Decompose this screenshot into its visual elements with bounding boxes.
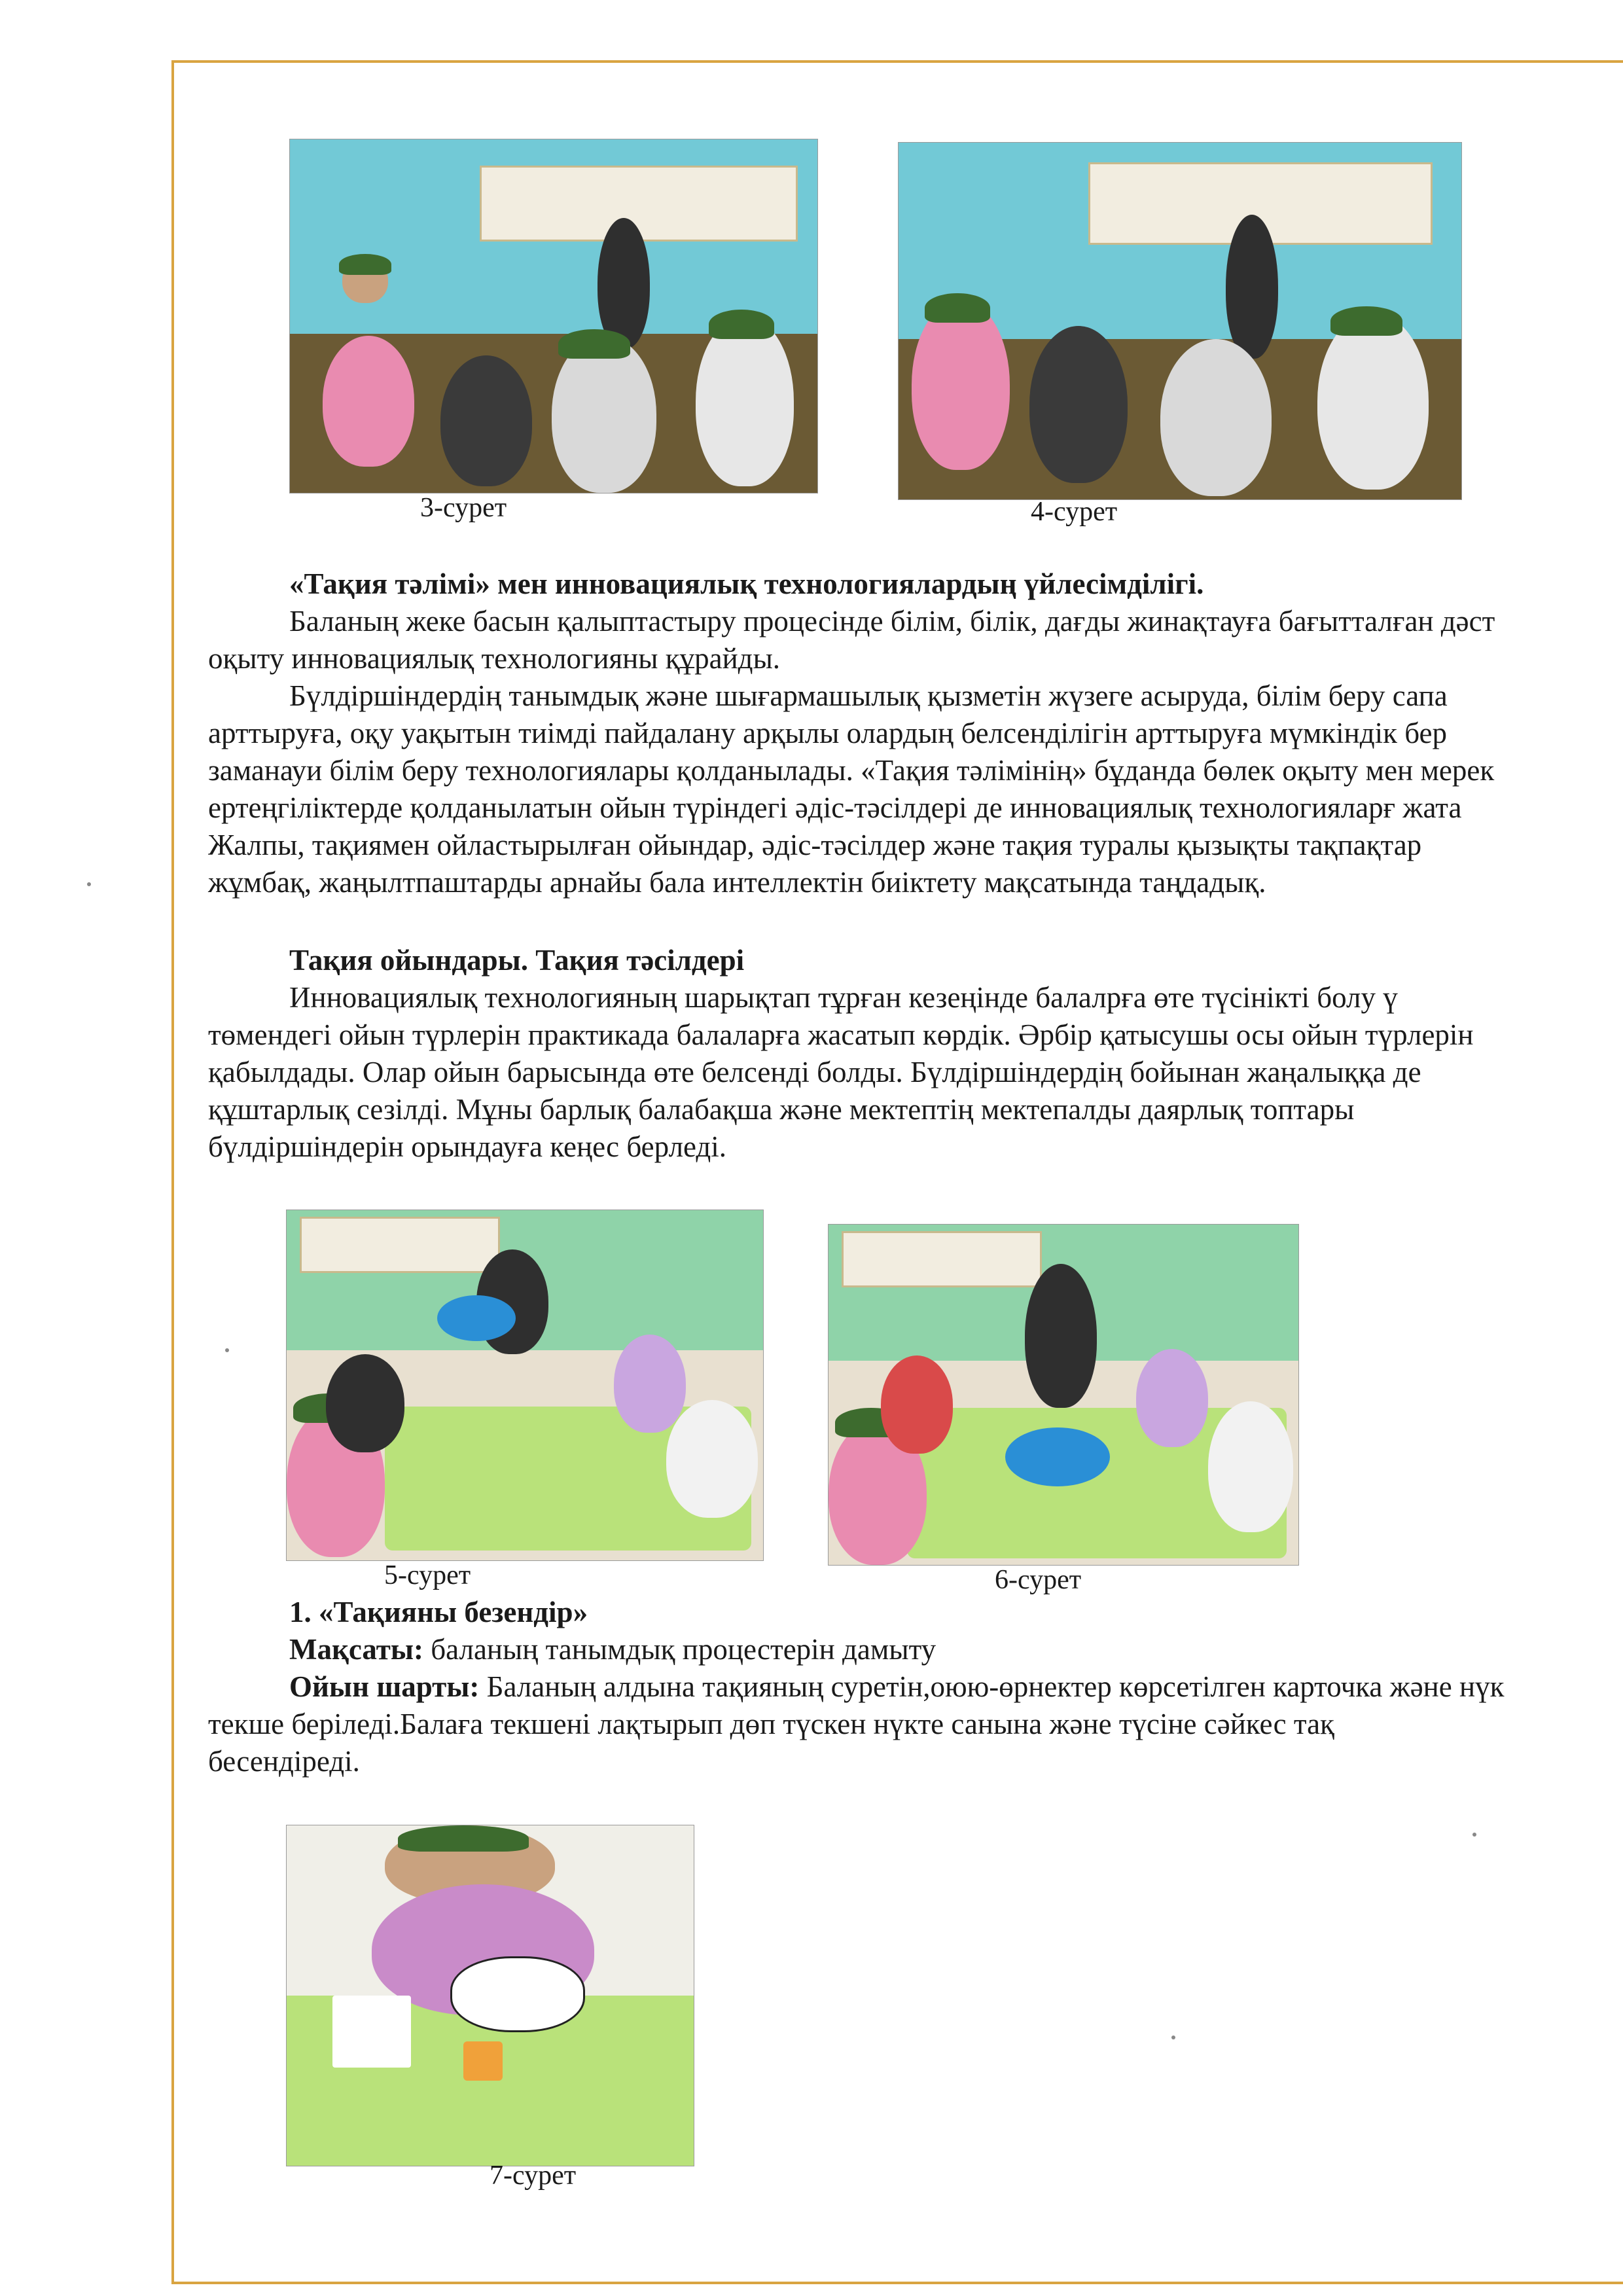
photo-4 bbox=[898, 142, 1462, 500]
section-2-line-2: төмендегі ойын түрлерін практикада балаларға жасатып көрдік. Әрбір қатысушы осы ойын түрлерін bbox=[208, 1018, 1474, 1051]
section-2-line-3: қабылдады. Олар ойын барысында өте белсенді болды. Бүлдіршіндердің бойынан жаңалыққа де bbox=[208, 1056, 1421, 1088]
section-1-line-4: арттыруға, оқу уақытын тиімді пайдалану арқылы олардың белсенділігін арттыруға мүмкіндік бер bbox=[208, 717, 1448, 749]
scan-speck bbox=[1472, 1833, 1476, 1837]
photo-5 bbox=[286, 1210, 764, 1561]
photo-6-caption: 6-сурет bbox=[995, 1565, 1082, 1595]
section-2-line-5: бүлдіршіндерін орындауға кеңес берледі. bbox=[208, 1130, 727, 1163]
section-1-line-6: ертеңгіліктерде қолданылатын ойын түріндегі әдіс-тәсілдері де инновациялық технологияларғ жата bbox=[208, 791, 1462, 824]
section-1-line-1: Баланың жеке басын қалыптастыру процесінде білім, білік, дағды жинақтауға бағытталған дәст bbox=[289, 605, 1495, 637]
photo-4-caption: 4-сурет bbox=[1031, 497, 1118, 527]
game-1-goal bbox=[289, 1631, 936, 1668]
photo-7-caption: 7-сурет bbox=[490, 2161, 577, 2191]
section-heading-1: «Тақия тәлімі» мен инновациялық технологиялардың үйлесімділігі. bbox=[289, 567, 1204, 600]
scan-speck bbox=[87, 882, 91, 886]
rules-text: Баланың алдына тақияның суретін,оюю-өрнектер көрсетілген карточка және нүк bbox=[479, 1670, 1505, 1703]
section-1-line-2: оқыту инновациялық технологияны құрайды. bbox=[208, 642, 781, 675]
scan-speck bbox=[225, 1348, 229, 1352]
photo-7 bbox=[286, 1825, 694, 2166]
goal-text: баланың танымдық процестерін дамыту bbox=[423, 1633, 936, 1666]
section-1-line-3: Бүлдіршіндердің танымдық және шығармашылық қызметін жүзеге асыруда, білім беру сапа bbox=[289, 679, 1448, 712]
goal-label: Мақсаты: bbox=[289, 1633, 423, 1666]
section-1-line-7: Жалпы, тақиямен ойластырылған ойындар, әдіс-тәсілдер және тақия туралы қызықты тақпақтар bbox=[208, 829, 1422, 861]
photo-6 bbox=[828, 1224, 1299, 1566]
game-1-rules bbox=[289, 1668, 1504, 1706]
game-1-rules-line-2: текше беріледі.Балаға текшені лақтырып дөп түскен нүкте санына және түсіне сәйкес тақ bbox=[208, 1708, 1334, 1740]
game-1-title: 1. «Тақияны безендір» bbox=[289, 1596, 588, 1628]
scan-speck bbox=[1171, 2036, 1175, 2039]
game-1-rules-line-3: бесендіреді. bbox=[208, 1745, 360, 1778]
rules-label: Ойын шарты: bbox=[289, 1670, 480, 1703]
photo-3-caption: 3-сурет bbox=[420, 493, 507, 523]
photo-5-caption: 5-сурет bbox=[384, 1560, 471, 1590]
section-1-line-5: заманауи білім беру технологиялары қолданылады. «Тақия тәлімінің» бұданда бөлек оқыту мен мерек bbox=[208, 754, 1495, 787]
section-2-line-4: құштарлық сезілді. Мұны барлық балабақша және мектептің мектепалды даярлық топтары bbox=[208, 1093, 1355, 1126]
section-1-line-8: жұмбақ, жаңылтпаштарды арнайы бала интеллектін биіктету мақсатында таңдадық. bbox=[208, 866, 1266, 899]
section-2-line-1: Инновациялық технологияның шарықтап тұрған кезеңінде балалрға өте түсінікті болу ү bbox=[289, 981, 1398, 1014]
section-heading-2: Тақия ойындары. Тақия тәсілдері bbox=[289, 944, 745, 977]
photo-3 bbox=[289, 139, 818, 493]
